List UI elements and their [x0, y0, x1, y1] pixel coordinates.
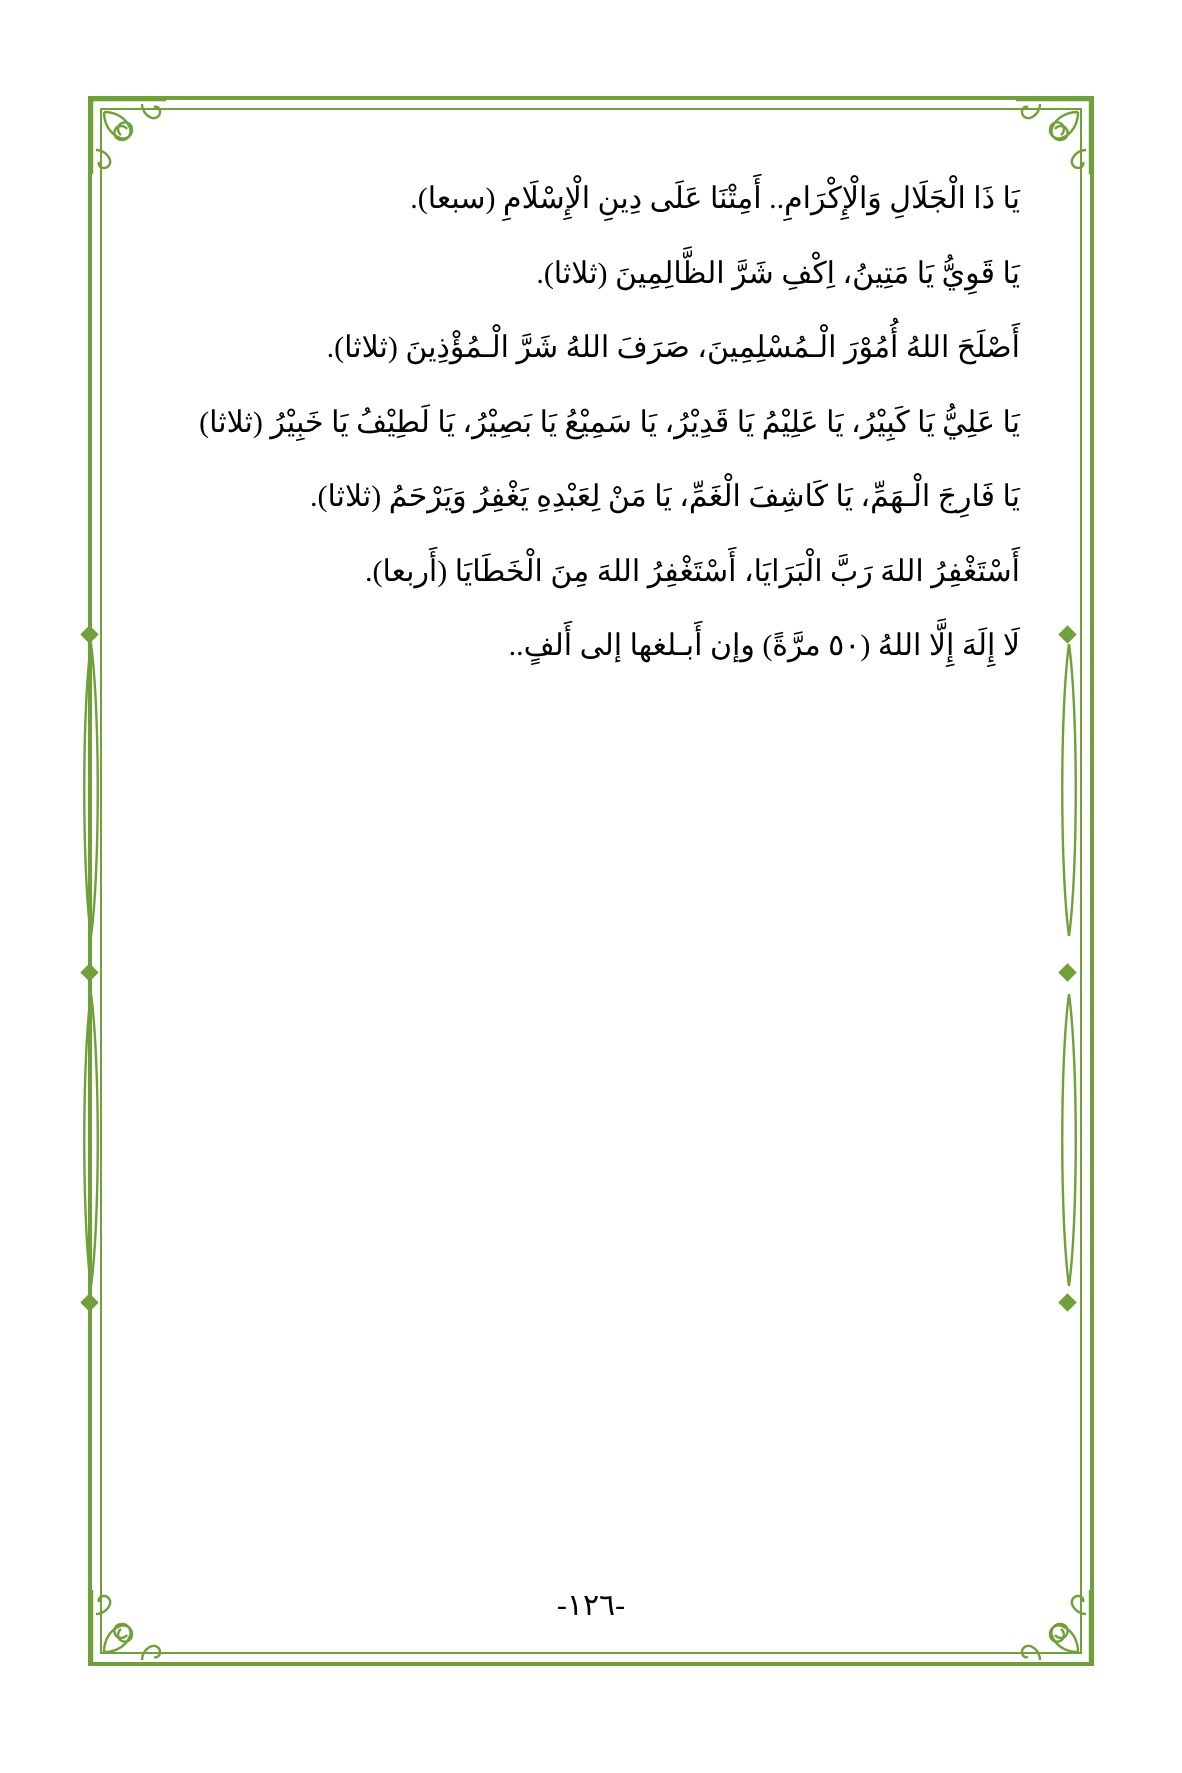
page-number: -١٢٦-	[556, 1589, 626, 1622]
leaf-ornament-left-upper-icon	[78, 640, 104, 940]
corner-ornament-top-right-icon	[1010, 94, 1096, 180]
dhikr-paragraph-5: يَا فَارِجَ الْـهَمِّ، يَا كَاشِفَ الْغَمِّ، يَا مَنْ لِعَبْدِهِ يَغْفِرُ وَيَرْحَمُ (ثلاثا).	[310, 480, 1020, 513]
dhikr-paragraph-4: يَا عَلِيُّ يَا كَبِيْرُ، يَا عَلِيْمُ يَا قَدِيْرُ، يَا سَمِيْعُ يَا بَصِيْرُ، يَا لَطِيْفُ يَا خَبِيْرُ (ثلاثا)	[199, 405, 1020, 439]
dhikr-paragraph-3: أَصْلَحَ اللهُ أُمُوْرَ الْـمُسْلِمِينَ، صَرَفَ اللهُ شَرَّ الْـمُؤْذِينَ (ثلاثا).	[326, 331, 1020, 364]
leaf-ornament-right-lower-icon	[1056, 990, 1082, 1290]
leaf-ornament-left-lower-icon	[78, 990, 104, 1290]
leaf-ornament-right-upper-icon	[1056, 640, 1082, 940]
dhikr-paragraph-1: يَا ذَا الْجَلَالِ وَالْإِكْرَامِ.. أَمِتْنَا عَلَى دِينِ الْإِسْلَامِ (سبعا).	[410, 182, 1020, 215]
corner-ornament-top-left-icon	[86, 94, 172, 180]
dhikr-paragraph-6: أَسْتَغْفِرُ اللهَ رَبَّ الْبَرَايَا، أَسْتَغْفِرُ اللهَ مِنَ الْخَطَايَا (أَربعا).	[364, 554, 1020, 588]
dhikr-paragraph-7: لَا إِلَهَ إِلَّا اللهُ (٥٠ مرَّةً) وإن أَبـلغها إلى أَلفٍ..	[508, 629, 1020, 662]
document-body	[128, 170, 1054, 1550]
dhikr-paragraph-2: يَا قَوِيُّ يَا مَتِينُ، اِكْفِ شَرَّ الظَّالِمِينَ (ثلاثا).	[536, 256, 1020, 290]
